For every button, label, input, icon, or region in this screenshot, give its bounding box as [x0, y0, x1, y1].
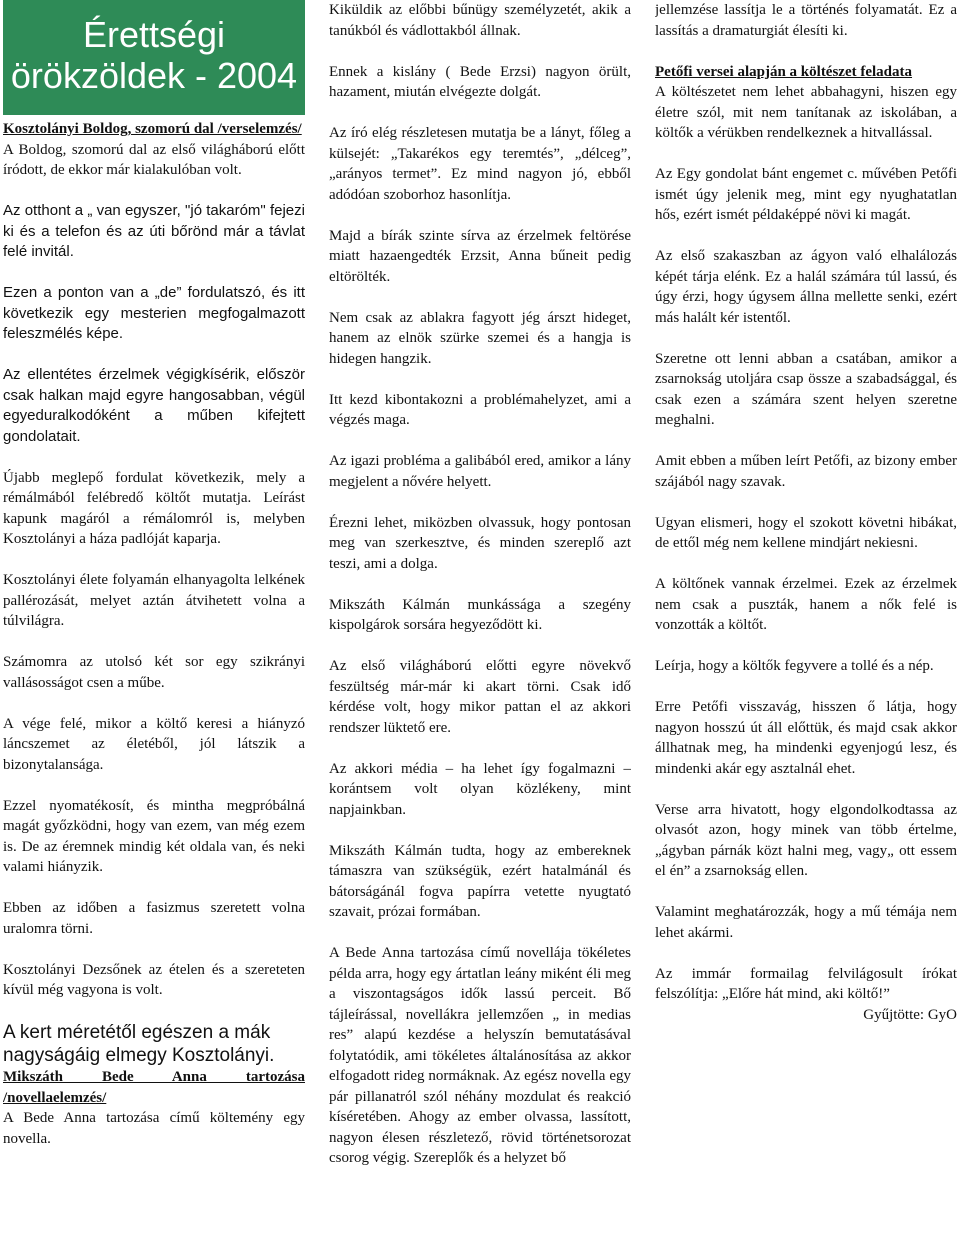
paragraph: Ennek a kislány ( Bede Erzsi) nagyon örült, hazament, miután elvégezte dolgát.: [329, 63, 631, 100]
column-3: [655, 0, 957, 1246]
paragraph: Az első világháború előtti egyre növekvő feszültség már-már ki akart törni. Csak idő kérdése volt, hogy mikor pattan el az akkori rendszer lüktető ere.: [329, 658, 631, 736]
paragraph: Amit ebben a műben leírt Petőfi, az bizony ember szájából nagy szavak.: [655, 453, 957, 490]
paragraph: Nem csak az ablakra fagyott jég árszt hideget, hanem az elnök szürke szemei és a hangja is hidegen hangzik.: [329, 309, 631, 367]
paragraph: A Bede Anna tartozása című költemény egy novella.: [3, 1110, 305, 1147]
paragraph: Az első szakaszban az ágyon való elhalálozás képét tárja elénk. Ez a halál számára túl lassú, és úgy érzi, hogy úgysem állna mellette senki, ezért más halált kér istentől.: [655, 248, 957, 326]
page-title: Érettségi örökzöldek - 2004: [10, 14, 298, 96]
paragraph: jellemzése lassítja le a történés folyamatát. Ez a lassítás a dramaturgiát élesíti ki.: [655, 2, 957, 39]
paragraph: Verse arra hivatott, hogy elgondolkodtassa az olvasót azon, hogy minek van több értelme, „ágyban párnák közt halni meg, vagy„ ott essem el én” a zsarnokság ellen.: [655, 801, 957, 879]
paragraph: Az Egy gondolat bánt engemet c. művében Petőfi ismét úgy jelenik meg, mint egy nyughatatlan hős, ezért ismét példaképpé növi ki magát.: [655, 166, 957, 223]
paragraph: Kosztolányi élete folyamán elhanyagolta lelkének pallérozását, melyet aztán átvihetett volna a túlvilágra.: [3, 572, 305, 629]
paragraph: Érezni lehet, miközben olvassuk, hogy pontosan meg van szerkesztve, és minden szereplő azt teszi, ami a dolga.: [329, 514, 631, 572]
paragraph: Újabb meglepő fordulat következik, mely a rémálmából felébredő költőt mutatja. Leírást kapunk magáról a rémálomról is, melyben Kosztolányi a háza padlóját kaparja.: [3, 469, 305, 547]
section-heading-mikszath: Mikszáth Bede Anna tartozása /novellaelemzés/: [3, 1069, 305, 1106]
paragraph: Szeretne ott lenni abban a csatában, amikor a zsarnokság utoljára csap össze a szabadsággal, és csak ezen a számára szent helyen szeretne meghalni.: [655, 350, 957, 428]
paragraph: Az ellentétes érzelmek végigkísérik, először csak halkan majd egyre hangosabban, végül egyeduralkodóként a műben kifejtett gondolatait.: [3, 366, 305, 445]
column-1: [3, 0, 305, 1246]
paragraph: A Bede Anna tartozása című novellája tökéletes példa arra, hogy egy ártatlan leány miként éli meg a viszontagságos idők lassú perceit. Bő tájleírással, novellákra jellemzően „ in medias res” alapú kezdése a helyszín bemutatásával folytatódik, ami tökéletes általánosítása az akkor elfogadott rideg normáknak. Az egész novella egy pár pillanatról szól néhány mozdulat és reakció kíséretében. Ahogy az ember olvassa, lassított, nagyon élesen részletező, rövid történetsorozat csorog végig. Szereplők és a helyzet bő: [329, 945, 631, 1166]
paragraph: Valamint meghatározzák, hogy a mű témája nem lehet akármi.: [655, 904, 957, 941]
column-2: [329, 0, 631, 1246]
paragraph: Ezen a ponton van a „de” fordulatszó, és itt következik egy mesterien megfogalmazott feleszmélés képe.: [3, 284, 305, 342]
paragraph: A vége felé, mikor a költő keresi a hiányzó láncszemet az életéből, jól látszik a bizonytalansága.: [3, 715, 305, 773]
paragraph: Ugyan elismeri, hogy el szokott követni hibákat, de ettől még nem kellene mindjárt nekiesni.: [655, 514, 957, 551]
paragraph: Kiküldik az előbbi bűnügy személyzetét, akik a tanúkból és vádlottakból állnak.: [329, 2, 631, 39]
paragraph: Az író elég részletesen mutatja be a lányt, főleg a külsejét: „Takarékos egy teremtés”, „délceg”, „arányos termet”. Ez mind nagyon jó, ebből adódóan szoborhoz hasonlítja.: [329, 125, 631, 203]
large-paragraph: A kert méretétől egészen a mák nagyságáig elmegy Kosztolányi.: [3, 1022, 275, 1066]
paragraph: Ezzel nyomatékosít, és mintha megpróbálná magát győzködni, hogy van ezem, van még ezem is. De az éremnek mindig két oldala van, és neki valami hiányzik.: [3, 797, 305, 875]
section-heading-kosztolanyi: Kosztolányi Boldog, szomorú dal /verselemzés/: [3, 121, 302, 137]
paragraph: Majd a bírák szinte sírva az érzelmek feltörése miatt hazaengedték Erzsit, Anna bűneit pedig eltörölték.: [329, 227, 631, 285]
paragraph: Mikszáth Kálmán munkássága a szegény kispolgárok sorsára hegyeződött ki.: [329, 596, 631, 633]
paragraph: Erre Petőfi visszavág, hisszen ő látja, hogy nagyon hosszú út áll előttük, és majd csak akkor állhatnak meg, ha mindenki egyenjogú lesz, és mindenki akár egy asztalnál ehet.: [655, 699, 957, 777]
paragraph: Kosztolányi Dezsőnek az ételen és a szereteten kívül még vagyona is volt.: [3, 961, 305, 998]
paragraph: Az igazi probléma a galibából ered, amikor a lány megjelent a nővére helyett.: [329, 453, 631, 490]
section-heading-petofi: Petőfi versei alapján a költészet feladata: [655, 63, 913, 80]
paragraph: Leírja, hogy a költők fegyvere a tollé és a nép.: [655, 658, 934, 674]
signature: Gyűjtötte: GyO: [863, 1006, 957, 1023]
paragraph: A költészetet nem lehet abbahagyni, hiszen egy életre szól, mit nem tanítanak az iskolában, a költők a vérükben rendelkeznek a hitvallással.: [655, 84, 957, 141]
paragraph: Ebben az időben a fasizmus szeretett volna uralomra törni.: [3, 900, 305, 937]
paragraph: Az immár formailag felvilágosult írókat felszólítja: „Előre hát mind, aki költő!”: [655, 965, 957, 1002]
paragraph: Mikszáth Kálmán tudta, hogy az embereknek támaszra van szükségük, ezért hatalmánál és bátorságánál fogva papírra vetette nyugtató szavait, prózai formában.: [329, 842, 631, 920]
paragraph: Az otthont a „ van egyszer, "jó takaróm" fejezi ki és a telefon és az úti bőrönd már a távlat felé invitál.: [3, 202, 305, 260]
paragraph: A költőnek vannak érzelmei. Ezek az érzelmek nem csak a puszták, hanem a nők felé is vonzották a költőt.: [655, 576, 957, 633]
paragraph: Az akkori média – ha lehet így fogalmazni – korántsem volt olyan közlékeny, mint napjainkban.: [329, 760, 631, 818]
paragraph: Számomra az utolsó két sor egy szikrányi vallásosságot csen a műbe.: [3, 654, 305, 691]
page-title-box: [3, 0, 305, 115]
paragraph: A Boldog, szomorú dal az első világháború előtt íródott, de ekkor már kialakulóban volt.: [3, 141, 305, 178]
paragraph: Itt kezd kibontakozni a problémahelyzet, ami a végzés maga.: [329, 391, 631, 428]
